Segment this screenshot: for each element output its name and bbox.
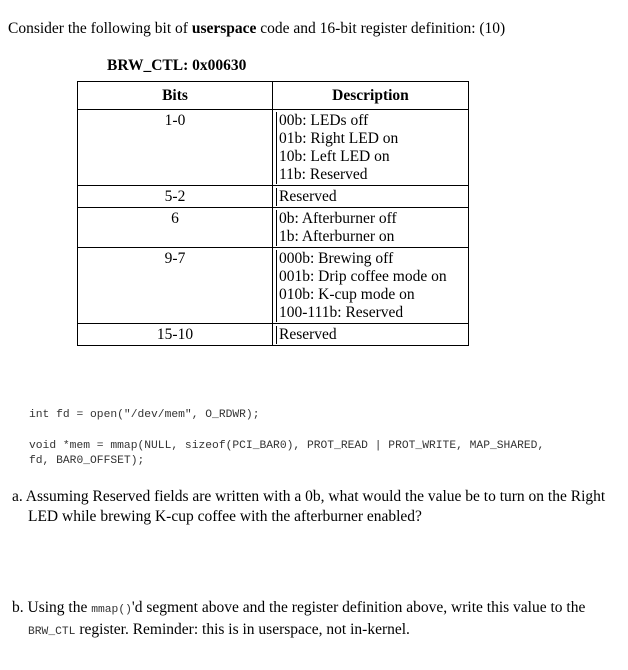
code-mmap-continuation: fd, BAR0_OFFSET);	[29, 455, 145, 467]
question-a-line2: LED while brewing K-cup coffee with the afterburner enabled?	[28, 508, 422, 525]
question-b-line1	[12, 598, 585, 620]
table-row	[78, 186, 469, 208]
description-line: 100-111b: Reserved	[276, 304, 468, 322]
table-row	[78, 248, 469, 324]
table-row	[78, 324, 469, 346]
register-table	[77, 81, 469, 346]
description-line: 1b: Afterburner on	[276, 228, 468, 246]
question-b	[12, 598, 585, 642]
intro-text	[8, 20, 505, 38]
description-line: 010b: K-cup mode on	[276, 286, 468, 304]
table-row	[78, 208, 469, 248]
intro-before: Consider the following bit of	[8, 20, 192, 37]
description-cell	[273, 208, 469, 248]
bits-header: Bits	[78, 82, 273, 110]
bits-cell: 9-7	[78, 248, 273, 324]
description-line: 0b: Afterburner off	[276, 210, 468, 228]
mmap-code: mmap()	[91, 604, 132, 616]
description-cell	[273, 248, 469, 324]
question-a-line1: a. Assuming Reserved fields are written with a 0b, what would the value be to turn on the Right	[12, 488, 606, 505]
question-b-mid: 'd segment above and the register definition above, write this value to the	[131, 599, 586, 616]
table-row	[78, 110, 469, 186]
question-b-suffix: register. Reminder: this is in userspace, not in-kernel.	[75, 621, 410, 638]
description-line: 01b: Right LED on	[276, 130, 468, 148]
code-mmap-line: void *mem = mmap(NULL, sizeof(PCI_BAR0), PROT_READ | PROT_WRITE, MAP_SHARED,	[29, 440, 545, 452]
bits-cell: 5-2	[78, 186, 273, 208]
intro-after: code and 16-bit register definition: (10)	[256, 20, 506, 37]
description-cell	[273, 324, 469, 346]
bits-cell: 1-0	[78, 110, 273, 186]
question-b-prefix: b. Using the	[12, 599, 92, 616]
brw-ctl-code: BRW_CTL	[28, 626, 76, 638]
description-cell	[273, 110, 469, 186]
bits-cell: 6	[78, 208, 273, 248]
description-line: 000b: Brewing off	[276, 250, 468, 268]
question-a	[12, 487, 605, 527]
intro-bold: userspace	[191, 20, 257, 37]
description-line: Reserved	[276, 188, 468, 206]
description-cell	[273, 186, 469, 208]
code-open-line: int fd = open("/dev/mem", O_RDWR);	[29, 409, 260, 421]
description-line: Reserved	[276, 326, 468, 344]
description-line: 001b: Drip coffee mode on	[276, 268, 468, 286]
description-header: Description	[273, 82, 469, 110]
description-line: 00b: LEDs off	[276, 112, 468, 130]
register-title: BRW_CTL: 0x00630	[107, 57, 247, 74]
question-b-line2	[12, 620, 585, 642]
description-line: 10b: Left LED on	[276, 148, 468, 166]
description-line: 11b: Reserved	[276, 166, 468, 184]
table-header-row	[78, 82, 469, 110]
bits-cell: 15-10	[78, 324, 273, 346]
